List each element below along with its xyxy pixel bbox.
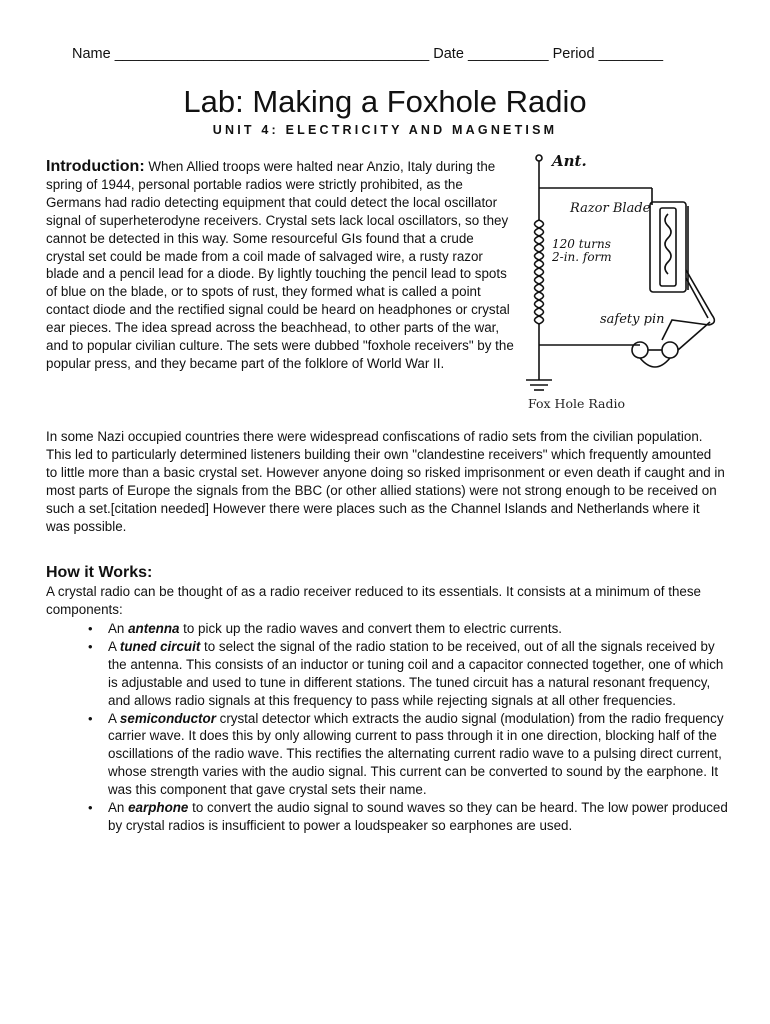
list-item: • An antenna to pick up the radio waves and convert them to electric currents.: [88, 621, 563, 636]
period-label: Period: [552, 46, 595, 62]
label-safety-pin: safety pin: [600, 312, 665, 327]
period-blank: ________: [598, 46, 664, 62]
label-form: 2-in. form: [552, 250, 612, 264]
name-blank: _______________________________________: [114, 46, 430, 62]
term-antenna: antenna: [128, 621, 180, 636]
introduction-heading: Introduction:: [46, 158, 145, 175]
label-antenna: Ant.: [552, 152, 587, 170]
introduction-paragraph: [46, 158, 514, 373]
date-label: Date: [433, 46, 464, 62]
antenna-terminal: [536, 155, 542, 161]
page-subtitle: UNIT 4: ELECTRICITY AND MAGNETISM: [212, 123, 558, 137]
how-it-works-intro: A crystal radio can be thought of as a radio receiver reduced to its essentials. It consists at a minimum of these components:: [46, 584, 701, 617]
bullet-icon: •: [88, 800, 93, 816]
list-item: • A tuned circuit to select the signal of the radio station to be received, out of all the signals received by the antenna. This consists of an inductor or tuning coil and a capacitor connected together, one of which is adjustable and used to tune in different stations. The tuned circuit has a natural resonant frequency, and allows radio signals at this frequency to pass while rejecting signals at all other frequencies.: [88, 638, 724, 708]
list-item: • An earphone to convert the audio signal to sound waves so they can be heard. The low power produced by crystal radios is insufficient to power a loudspeaker so earphones are used.: [88, 800, 728, 833]
figure-caption: Fox Hole Radio: [528, 396, 626, 411]
body-paragraph-2: In some Nazi occupied countries there were widespread confiscations of radio sets from the civilian population. This led to particularly determined listeners building their own "clandestine receivers" which frequently amounted to little more than a basic crystal set. However anyone doing so risked imprisonment or even death if caught and in most parts of Europe the signals from the BBC (or other allied stations) were not strong enough to be received on such a set.[citation needed] However there were places such as the Channel Islands and Netherlands where it was possible.: [46, 429, 725, 534]
bullet-icon: •: [88, 638, 93, 654]
introduction-text: When Allied troops were halted near Anzio, Italy during the spring of 1944, personal portable radios were strictly prohibited, as the Germans had radio detecting equipment that could detect the local oscillator signal of superheterodyne receivers. Crystal sets lack local oscillators, so they cannot be detected in this way. Some resourceful GIs found that a crude crystal set could be made from a coil made of salvaged wire, a rusty razor blade and a pencil lead for a diode. By lightly touching the pencil lead to spots of blue on the blade, or to spots of rust, they formed what is called a point contact diode and the rectified signal could be heard on headphones or crystal ear pieces. The idea spread across the beachhead, to other parts of the war, and to popular civilian culture. The sets were dubbed "foxhole receivers" by the popular press, and they became part of the folklore of World War II.: [46, 159, 514, 371]
bullet-icon: •: [88, 710, 93, 726]
foxhole-radio-diagram: [512, 150, 732, 415]
label-turns: 120 turns: [552, 237, 611, 251]
term-tuned-circuit: tuned circuit: [119, 638, 201, 654]
bullet-icon: •: [88, 621, 93, 636]
page-title: Lab: Making a Foxhole Radio: [183, 84, 587, 119]
term-semiconductor: semiconductor: [119, 710, 216, 726]
how-it-works-heading: How it Works:: [46, 564, 153, 581]
date-blank: __________: [467, 46, 549, 62]
foxhole-radio-figure: [512, 150, 732, 415]
name-label: Name: [72, 46, 111, 62]
label-razor-blade: Razor Blade: [570, 201, 651, 216]
term-earphone: earphone: [128, 800, 189, 816]
components-list: [88, 620, 728, 835]
list-item: • A semiconductor crystal detector which extracts the audio signal (modulation) from the radio frequency carrier wave. It does this by only allowing current to pass through it in one direction, blocking half of the oscillations of the radio wave. This rectifies the alternating current radio wave to a pulsing direct current, whose strength varies with the audio signal. This current can be converted to sound by the earphone. It was this component that gave crystal sets their name.: [88, 710, 724, 798]
razor-blade: [650, 202, 686, 292]
student-info-line: [72, 46, 712, 62]
earphone-right: [662, 342, 678, 358]
